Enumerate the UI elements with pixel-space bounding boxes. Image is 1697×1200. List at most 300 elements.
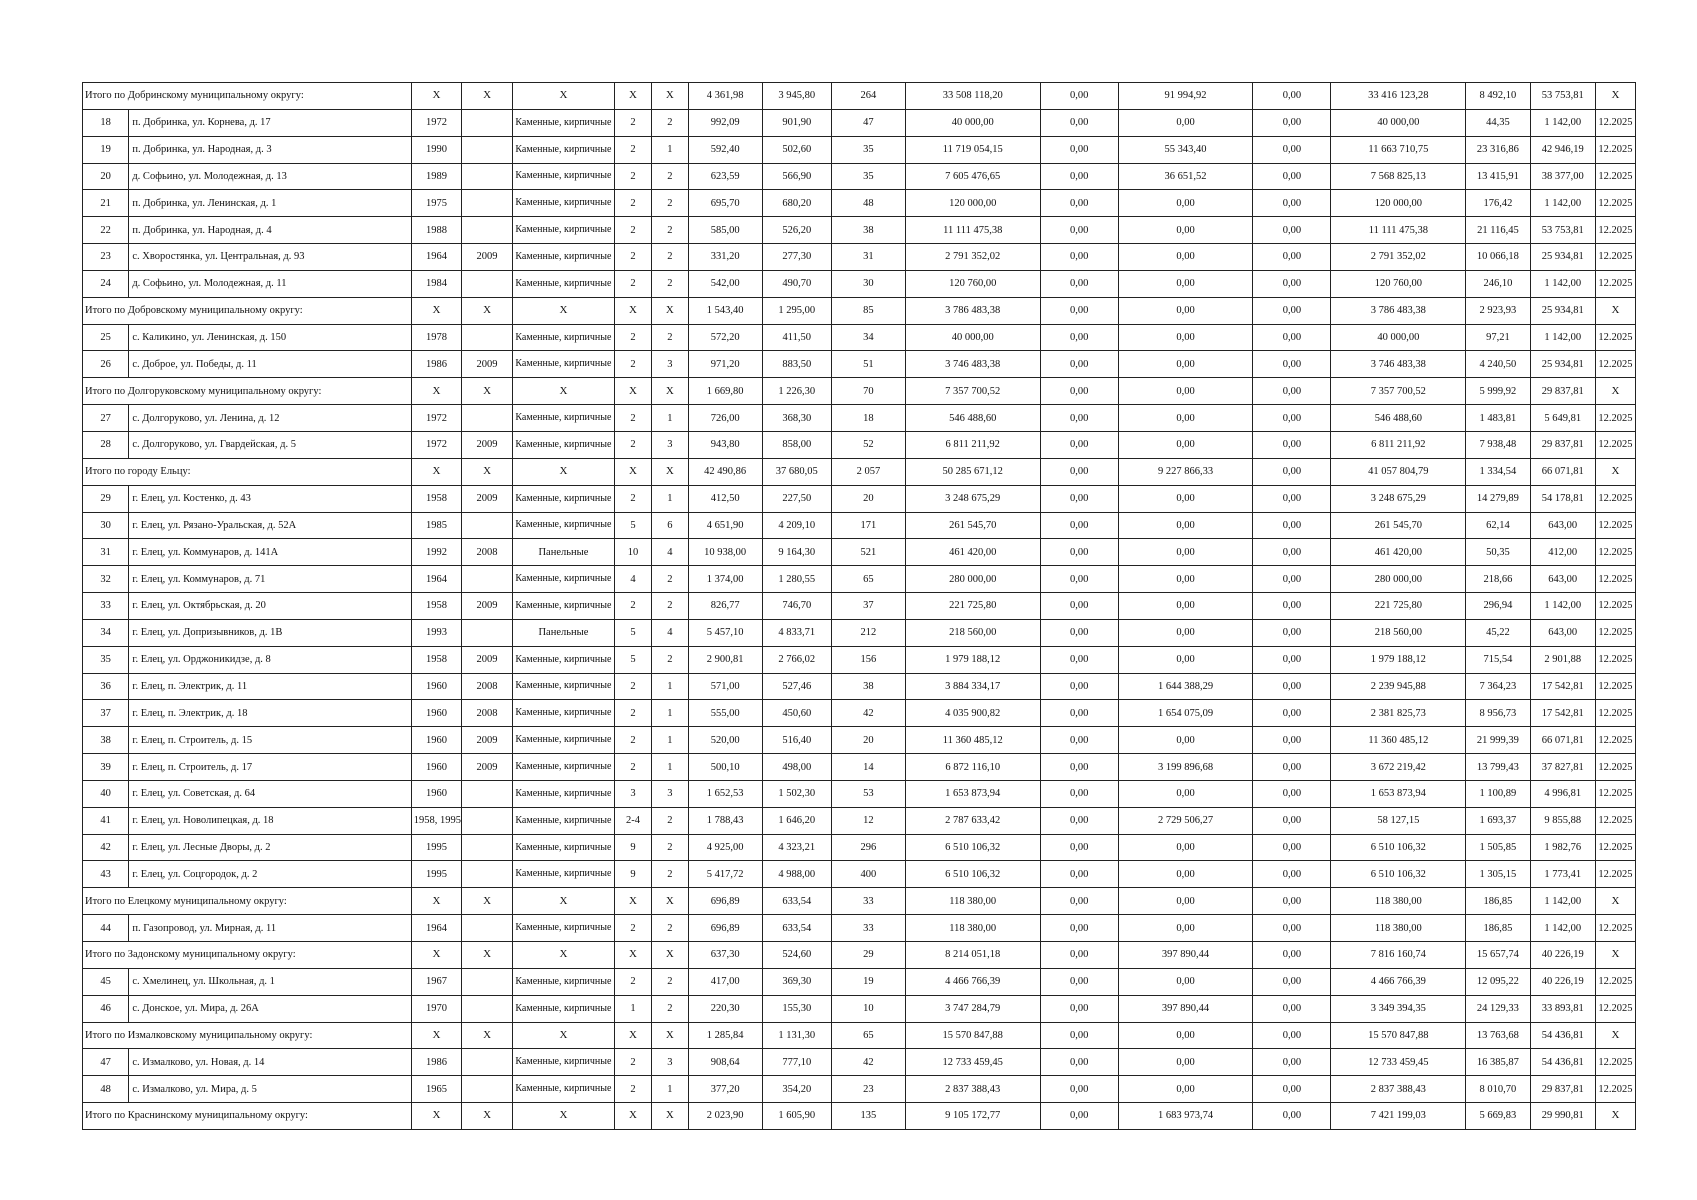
- data-cell: 520,00: [688, 727, 762, 754]
- address-cell: п. Добринка, ул. Народная, д. 3: [129, 136, 411, 163]
- data-cell: 6 872 116,10: [905, 754, 1040, 781]
- data-cell: 0,00: [1040, 270, 1118, 297]
- address-cell: с. Донское, ул. Мира, д. 26А: [129, 995, 411, 1022]
- address-cell: с. Долгоруково, ул. Ленина, д. 12: [129, 405, 411, 432]
- data-cell: 12.2025: [1595, 270, 1635, 297]
- data-cell: 2: [615, 405, 652, 432]
- data-cell: 461 420,00: [1331, 539, 1466, 566]
- data-cell: 1: [651, 405, 688, 432]
- data-cell: Каменные, кирпичные: [512, 700, 614, 727]
- subtotal-label: Итого по Елецкому муниципальному округу:: [83, 888, 412, 915]
- data-cell: Х: [512, 942, 614, 969]
- data-cell: 397 890,44: [1118, 942, 1253, 969]
- data-cell: 0,00: [1118, 915, 1253, 942]
- data-cell: Х: [512, 458, 614, 485]
- data-cell: 52: [832, 431, 906, 458]
- data-cell: 2: [615, 673, 652, 700]
- data-cell: 25 934,81: [1530, 297, 1595, 324]
- table-row: [83, 1076, 1636, 1103]
- data-cell: 50,35: [1466, 539, 1530, 566]
- data-cell: 0,00: [1040, 190, 1118, 217]
- data-cell: 2: [615, 431, 652, 458]
- data-cell: 0,00: [1253, 136, 1331, 163]
- table-row: [83, 673, 1636, 700]
- data-cell: 331,20: [688, 244, 762, 271]
- data-cell: 12.2025: [1595, 431, 1635, 458]
- data-cell: 524,60: [762, 942, 832, 969]
- data-cell: 12.2025: [1595, 861, 1635, 888]
- data-cell: 12.2025: [1595, 324, 1635, 351]
- data-cell: 2008: [462, 700, 513, 727]
- data-cell: 546 488,60: [905, 405, 1040, 432]
- data-cell: 12 733 459,45: [905, 1049, 1040, 1076]
- data-cell: 18: [832, 405, 906, 432]
- address-cell: г. Елец, ул. Лесные Дворы, д. 2: [129, 834, 411, 861]
- data-cell: 2 766,02: [762, 646, 832, 673]
- data-cell: 0,00: [1040, 566, 1118, 593]
- data-cell: [462, 995, 513, 1022]
- data-cell: 12.2025: [1595, 351, 1635, 378]
- data-cell: 33: [832, 888, 906, 915]
- data-cell: [462, 915, 513, 942]
- data-cell: 54 178,81: [1530, 485, 1595, 512]
- data-cell: 1958, 1995: [411, 807, 462, 834]
- data-cell: [462, 780, 513, 807]
- data-cell: Каменные, кирпичные: [512, 673, 614, 700]
- data-cell: 1984: [411, 270, 462, 297]
- data-cell: 66 071,81: [1530, 458, 1595, 485]
- data-cell: 412,50: [688, 485, 762, 512]
- data-cell: 2009: [462, 727, 513, 754]
- data-cell: Каменные, кирпичные: [512, 593, 614, 620]
- data-cell: 33 508 118,20: [905, 83, 1040, 110]
- data-cell: 0,00: [1253, 700, 1331, 727]
- data-cell: 516,40: [762, 727, 832, 754]
- data-cell: 1: [651, 485, 688, 512]
- data-cell: [462, 834, 513, 861]
- address-cell: г. Елец, п. Строитель, д. 15: [129, 727, 411, 754]
- data-cell: Х: [512, 297, 614, 324]
- data-cell: 643,00: [1530, 619, 1595, 646]
- data-cell: 461 420,00: [905, 539, 1040, 566]
- data-cell: 633,54: [762, 915, 832, 942]
- data-cell: 1 483,81: [1466, 405, 1530, 432]
- data-cell: 1965: [411, 1076, 462, 1103]
- data-cell: 264: [832, 83, 906, 110]
- data-cell: 296,94: [1466, 593, 1530, 620]
- data-cell: Х: [1595, 888, 1635, 915]
- data-cell: 1 653 873,94: [1331, 780, 1466, 807]
- data-cell: Каменные, кирпичные: [512, 968, 614, 995]
- table-row: [83, 619, 1636, 646]
- data-cell: 2 239 945,88: [1331, 673, 1466, 700]
- data-cell: 0,00: [1253, 378, 1331, 405]
- subtotal-row: [83, 942, 1636, 969]
- data-cell: 4 209,10: [762, 512, 832, 539]
- data-cell: 1 142,00: [1530, 915, 1595, 942]
- data-cell: Х: [1595, 458, 1635, 485]
- data-cell: 12.2025: [1595, 915, 1635, 942]
- data-cell: 2: [651, 324, 688, 351]
- data-cell: 1964: [411, 566, 462, 593]
- data-cell: 53 753,81: [1530, 217, 1595, 244]
- subtotal-row: [83, 1103, 1636, 1130]
- subtotal-row: [83, 378, 1636, 405]
- data-cell: 746,70: [762, 593, 832, 620]
- data-cell: 44,35: [1466, 109, 1530, 136]
- data-cell: Х: [1595, 942, 1635, 969]
- data-cell: 4 996,81: [1530, 780, 1595, 807]
- data-cell: Каменные, кирпичные: [512, 915, 614, 942]
- data-cell: 2: [651, 566, 688, 593]
- data-cell: 5 669,83: [1466, 1103, 1530, 1130]
- data-cell: 218,66: [1466, 566, 1530, 593]
- data-cell: 0,00: [1040, 109, 1118, 136]
- data-cell: Х: [615, 378, 652, 405]
- data-cell: 1 683 973,74: [1118, 1103, 1253, 1130]
- data-cell: Каменные, кирпичные: [512, 834, 614, 861]
- data-cell: Каменные, кирпичные: [512, 270, 614, 297]
- data-cell: 12 733 459,45: [1331, 1049, 1466, 1076]
- data-cell: 0,00: [1253, 593, 1331, 620]
- data-cell: 3: [615, 780, 652, 807]
- data-cell: 1972: [411, 431, 462, 458]
- data-cell: 35: [832, 163, 906, 190]
- data-cell: Каменные, кирпичные: [512, 163, 614, 190]
- data-cell: Панельные: [512, 619, 614, 646]
- table-row: [83, 593, 1636, 620]
- data-cell: 1 979 188,12: [1331, 646, 1466, 673]
- data-cell: 1958: [411, 485, 462, 512]
- data-cell: 25 934,81: [1530, 244, 1595, 271]
- data-cell: 11 360 485,12: [1331, 727, 1466, 754]
- data-cell: 2 381 825,73: [1331, 700, 1466, 727]
- data-cell: 498,00: [762, 754, 832, 781]
- data-cell: 3 786 483,38: [905, 297, 1040, 324]
- data-cell: 6 811 211,92: [905, 431, 1040, 458]
- data-cell: 0,00: [1253, 995, 1331, 1022]
- data-cell: [462, 109, 513, 136]
- data-cell: 3 786 483,38: [1331, 297, 1466, 324]
- data-cell: 412,00: [1530, 539, 1595, 566]
- data-cell: [462, 861, 513, 888]
- data-cell: 2009: [462, 351, 513, 378]
- data-cell: 4 323,21: [762, 834, 832, 861]
- address-cell: с. Хворостянка, ул. Центральная, д. 93: [129, 244, 411, 271]
- data-cell: 29: [832, 942, 906, 969]
- address-cell: г. Елец, ул. Советская, д. 64: [129, 780, 411, 807]
- data-cell: 1972: [411, 109, 462, 136]
- data-cell: 0,00: [1118, 405, 1253, 432]
- data-cell: [462, 968, 513, 995]
- data-cell: 118 380,00: [905, 915, 1040, 942]
- data-cell: 1960: [411, 754, 462, 781]
- data-cell: 11 360 485,12: [905, 727, 1040, 754]
- data-cell: 2 023,90: [688, 1103, 762, 1130]
- data-cell: 1 142,00: [1530, 324, 1595, 351]
- data-cell: 2: [615, 727, 652, 754]
- data-cell: 5 999,92: [1466, 378, 1530, 405]
- address-cell: г. Елец, ул. Коммунаров, д. 141А: [129, 539, 411, 566]
- row-number: 35: [83, 646, 129, 673]
- data-cell: 572,20: [688, 324, 762, 351]
- data-cell: 40 000,00: [1331, 324, 1466, 351]
- data-cell: 0,00: [1253, 512, 1331, 539]
- data-cell: 120 000,00: [905, 190, 1040, 217]
- subtotal-label: Итого по Долгоруковскому муниципальному округу:: [83, 378, 412, 405]
- data-cell: Х: [651, 83, 688, 110]
- table-row: [83, 700, 1636, 727]
- data-cell: Х: [411, 378, 462, 405]
- data-cell: 12.2025: [1595, 163, 1635, 190]
- data-cell: 186,85: [1466, 888, 1530, 915]
- data-cell: 12.2025: [1595, 190, 1635, 217]
- data-cell: 6 510 106,32: [1331, 834, 1466, 861]
- data-cell: [462, 270, 513, 297]
- data-cell: 0,00: [1118, 888, 1253, 915]
- table-row: [83, 754, 1636, 781]
- data-cell: 400: [832, 861, 906, 888]
- data-cell: 2 837 388,43: [1331, 1076, 1466, 1103]
- data-cell: 4 035 900,82: [905, 700, 1040, 727]
- data-cell: 65: [832, 566, 906, 593]
- table-row: [83, 727, 1636, 754]
- data-cell: 521: [832, 539, 906, 566]
- data-cell: 2009: [462, 646, 513, 673]
- data-cell: 8 010,70: [1466, 1076, 1530, 1103]
- data-cell: 12.2025: [1595, 780, 1635, 807]
- data-cell: Х: [512, 1103, 614, 1130]
- data-cell: 7 605 476,65: [905, 163, 1040, 190]
- data-cell: 14: [832, 754, 906, 781]
- data-cell: 21 999,39: [1466, 727, 1530, 754]
- data-cell: 633,54: [762, 888, 832, 915]
- data-cell: 0,00: [1253, 807, 1331, 834]
- data-cell: 1 226,30: [762, 378, 832, 405]
- data-cell: 4 240,50: [1466, 351, 1530, 378]
- data-cell: 0,00: [1253, 566, 1331, 593]
- table-row: [83, 807, 1636, 834]
- row-number: 47: [83, 1049, 129, 1076]
- data-cell: Х: [615, 297, 652, 324]
- data-cell: 680,20: [762, 190, 832, 217]
- data-cell: Х: [615, 888, 652, 915]
- data-cell: 11 663 710,75: [1331, 136, 1466, 163]
- data-cell: 7 568 825,13: [1331, 163, 1466, 190]
- data-cell: 643,00: [1530, 566, 1595, 593]
- data-cell: 11 111 475,38: [1331, 217, 1466, 244]
- data-cell: 1995: [411, 861, 462, 888]
- data-cell: 2: [615, 754, 652, 781]
- data-cell: 500,10: [688, 754, 762, 781]
- data-cell: 2 791 352,02: [1331, 244, 1466, 271]
- data-cell: 0,00: [1118, 217, 1253, 244]
- data-cell: 0,00: [1118, 190, 1253, 217]
- data-cell: 91 994,92: [1118, 83, 1253, 110]
- data-cell: 2: [651, 270, 688, 297]
- data-cell: 29 837,81: [1530, 378, 1595, 405]
- address-cell: г. Елец, ул. Допризывников, д. 1В: [129, 619, 411, 646]
- data-cell: 858,00: [762, 431, 832, 458]
- data-cell: 3 747 284,79: [905, 995, 1040, 1022]
- data-cell: 0,00: [1040, 1049, 1118, 1076]
- table-row: [83, 968, 1636, 995]
- data-cell: 2: [651, 807, 688, 834]
- data-cell: 2: [615, 136, 652, 163]
- data-cell: 66 071,81: [1530, 727, 1595, 754]
- data-cell: Каменные, кирпичные: [512, 324, 614, 351]
- data-cell: Х: [651, 458, 688, 485]
- data-cell: 12.2025: [1595, 566, 1635, 593]
- data-cell: Панельные: [512, 539, 614, 566]
- data-cell: 0,00: [1118, 968, 1253, 995]
- data-cell: 0,00: [1040, 163, 1118, 190]
- data-cell: 2: [615, 109, 652, 136]
- data-cell: 1 142,00: [1530, 270, 1595, 297]
- data-cell: 16 385,87: [1466, 1049, 1530, 1076]
- address-cell: п. Добринка, ул. Корнева, д. 17: [129, 109, 411, 136]
- data-cell: Каменные, кирпичные: [512, 1076, 614, 1103]
- address-cell: п. Добринка, ул. Народная, д. 4: [129, 217, 411, 244]
- data-cell: 2: [615, 324, 652, 351]
- data-cell: 1 280,55: [762, 566, 832, 593]
- table-row: [83, 109, 1636, 136]
- data-cell: 0,00: [1253, 1022, 1331, 1049]
- data-cell: 12.2025: [1595, 539, 1635, 566]
- data-cell: 2 900,81: [688, 646, 762, 673]
- address-cell: г. Елец, ул. Коммунаров, д. 71: [129, 566, 411, 593]
- data-cell: 623,59: [688, 163, 762, 190]
- data-cell: 0,00: [1118, 431, 1253, 458]
- table-row: [83, 566, 1636, 593]
- data-cell: 3: [651, 780, 688, 807]
- data-cell: Каменные, кирпичные: [512, 351, 614, 378]
- data-cell: 0,00: [1040, 700, 1118, 727]
- data-cell: 261 545,70: [1331, 512, 1466, 539]
- data-cell: 4 466 766,39: [905, 968, 1040, 995]
- data-cell: 0,00: [1040, 485, 1118, 512]
- data-cell: 0,00: [1040, 297, 1118, 324]
- data-cell: 971,20: [688, 351, 762, 378]
- data-cell: 0,00: [1118, 593, 1253, 620]
- address-cell: с. Измалково, ул. Новая, д. 14: [129, 1049, 411, 1076]
- data-cell: 1985: [411, 512, 462, 539]
- data-cell: 12.2025: [1595, 968, 1635, 995]
- data-cell: 3 248 675,29: [905, 485, 1040, 512]
- data-cell: Х: [462, 888, 513, 915]
- data-cell: 0,00: [1253, 351, 1331, 378]
- data-cell: 1960: [411, 727, 462, 754]
- data-cell: 1 543,40: [688, 297, 762, 324]
- data-cell: 296: [832, 834, 906, 861]
- data-cell: 908,64: [688, 1049, 762, 1076]
- data-cell: 3 746 483,38: [905, 351, 1040, 378]
- data-cell: 65: [832, 1022, 906, 1049]
- data-cell: 1 979 188,12: [905, 646, 1040, 673]
- data-cell: 1964: [411, 244, 462, 271]
- data-cell: 0,00: [1253, 1076, 1331, 1103]
- data-cell: 0,00: [1253, 1103, 1331, 1130]
- data-cell: 2 791 352,02: [905, 244, 1040, 271]
- data-cell: 54 436,81: [1530, 1022, 1595, 1049]
- data-cell: Каменные, кирпичные: [512, 995, 614, 1022]
- data-cell: 10 066,18: [1466, 244, 1530, 271]
- data-cell: 42 946,19: [1530, 136, 1595, 163]
- data-cell: 883,50: [762, 351, 832, 378]
- data-cell: 6 811 211,92: [1331, 431, 1466, 458]
- row-number: 33: [83, 593, 129, 620]
- data-cell: 4: [651, 619, 688, 646]
- data-cell: 12.2025: [1595, 109, 1635, 136]
- row-number: 28: [83, 431, 129, 458]
- data-cell: Х: [411, 458, 462, 485]
- data-cell: 3 746 483,38: [1331, 351, 1466, 378]
- row-number: 20: [83, 163, 129, 190]
- data-cell: 0,00: [1118, 244, 1253, 271]
- data-cell: 23: [832, 1076, 906, 1103]
- data-cell: 2: [615, 593, 652, 620]
- data-cell: 37 680,05: [762, 458, 832, 485]
- row-number: 48: [83, 1076, 129, 1103]
- data-cell: 0,00: [1253, 190, 1331, 217]
- data-cell: Х: [615, 458, 652, 485]
- row-number: 43: [83, 861, 129, 888]
- data-cell: Х: [615, 1103, 652, 1130]
- data-cell: Х: [512, 888, 614, 915]
- data-cell: Х: [462, 378, 513, 405]
- data-cell: 490,70: [762, 270, 832, 297]
- data-cell: 29 837,81: [1530, 431, 1595, 458]
- data-cell: 12.2025: [1595, 754, 1635, 781]
- table-row: [83, 834, 1636, 861]
- data-cell: 0,00: [1253, 1049, 1331, 1076]
- data-cell: 1 142,00: [1530, 190, 1595, 217]
- data-cell: 4 833,71: [762, 619, 832, 646]
- data-cell: Каменные, кирпичные: [512, 109, 614, 136]
- data-cell: 0,00: [1253, 324, 1331, 351]
- data-cell: 176,42: [1466, 190, 1530, 217]
- address-cell: г. Елец, п. Электрик, д. 18: [129, 700, 411, 727]
- subtotal-row: [83, 297, 1636, 324]
- data-cell: 1 142,00: [1530, 593, 1595, 620]
- row-number: 37: [83, 700, 129, 727]
- data-cell: 1960: [411, 700, 462, 727]
- data-cell: 12.2025: [1595, 1076, 1635, 1103]
- data-cell: 0,00: [1040, 136, 1118, 163]
- row-number: 46: [83, 995, 129, 1022]
- row-number: 27: [83, 405, 129, 432]
- data-cell: [462, 324, 513, 351]
- row-number: 40: [83, 780, 129, 807]
- data-cell: 0,00: [1040, 539, 1118, 566]
- address-cell: д. Софьино, ул. Молодежная, д. 11: [129, 270, 411, 297]
- data-cell: 171: [832, 512, 906, 539]
- data-cell: 85: [832, 297, 906, 324]
- data-cell: 11 719 054,15: [905, 136, 1040, 163]
- data-cell: Каменные, кирпичные: [512, 566, 614, 593]
- data-cell: 30: [832, 270, 906, 297]
- data-cell: 2: [615, 270, 652, 297]
- row-number: 45: [83, 968, 129, 995]
- data-cell: 38: [832, 217, 906, 244]
- data-cell: 1986: [411, 1049, 462, 1076]
- data-cell: 12.2025: [1595, 217, 1635, 244]
- data-cell: 70: [832, 378, 906, 405]
- data-cell: 19: [832, 968, 906, 995]
- data-cell: 38 377,00: [1530, 163, 1595, 190]
- table-row: [83, 1049, 1636, 1076]
- address-cell: г. Елец, ул. Соцгородок, д. 2: [129, 861, 411, 888]
